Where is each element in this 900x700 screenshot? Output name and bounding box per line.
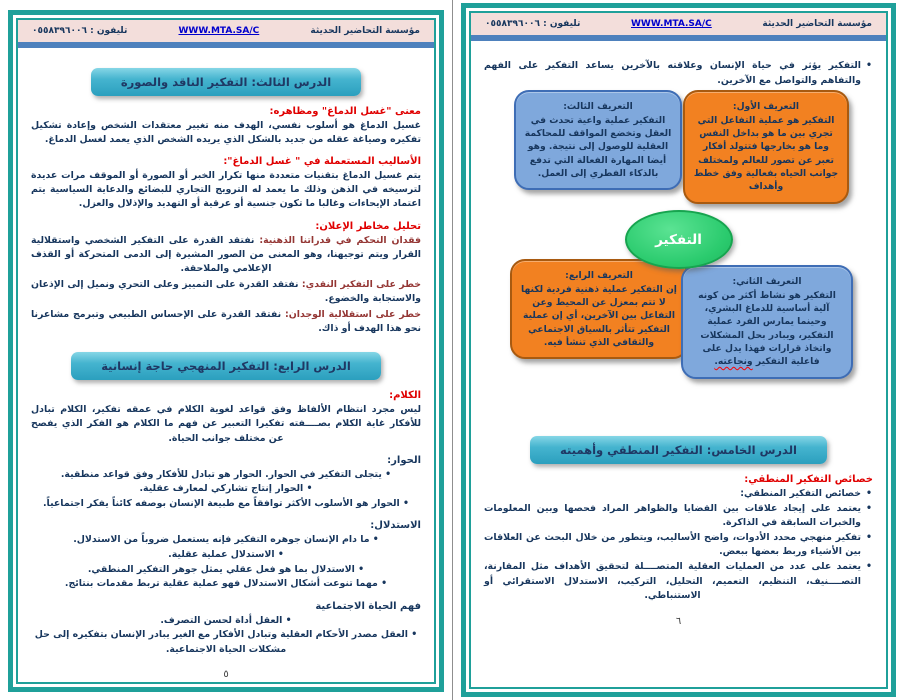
definition-4-text: إن التفكير عملية ذهنية فردية لكنها لا تتم بمعزل عن المحيط وعن التفاعل بين الآخرين، أي إن عملية التفكير تتأثر بالسياق الاجتماعي والثقافي الذي تنشأ فيه. bbox=[521, 283, 677, 348]
heading-brainwash-meaning: معنى "غسل الدماغ" ومظاهره: bbox=[269, 106, 421, 117]
definition-3-text: التفكير عملية واعية تحدث في العقل وتخضع المواقف للمحاكمة العقلية للوصول إلى نتيجة. وهو أيضا المهارة الفعالة التي تدفع بالذكاء الفطري إلى العمل. bbox=[524, 114, 672, 179]
inference-bullet-4: • مهما تنوعت أشكال الاستدلال فهو عملية عقلية تربط مقدمات بنتائج. bbox=[31, 577, 421, 592]
page-gap-divider bbox=[452, 0, 453, 700]
heading-brainwash-methods: الأساليب المستعملة في " غسل الدماغ": bbox=[223, 156, 421, 168]
org-name: مؤسسة التحاضير الحديثة bbox=[762, 19, 872, 29]
risk-item-2-text: نفتقد القدرة على التمييز وعلى التحري ونميل إلى الإذعان والاستجابة والخضوع. bbox=[31, 278, 421, 304]
paragraph-speech: ليس مجرد انتظام الألفاظ وفق قواعد لغوية الكلام في عمقه تفكير، الكلام تبادل للأفكار غاية الكلام بصــــفته تفكيرا التعبير عن فهم ما الكلام هو الفكر الذي يفصح عن مختلف جوانب الحياة. bbox=[31, 404, 421, 444]
thinking-definitions-diagram bbox=[484, 90, 873, 420]
page-6 bbox=[461, 3, 896, 697]
risk-item-1 bbox=[31, 234, 421, 276]
heading-ad-risks: تحليل مخاطر الإعلان: bbox=[315, 220, 421, 232]
page-5-content bbox=[18, 48, 434, 680]
definition-2-box bbox=[681, 265, 853, 378]
heading-speech: الكلام: bbox=[389, 390, 421, 402]
dialogue-bullet-2: • الحوار إنتاج تشاركي لمعارف عقلية. bbox=[31, 482, 421, 497]
definition-3-box bbox=[514, 90, 682, 190]
inference-bullet-2: • الاستدلال عملية عقلية. bbox=[31, 548, 421, 563]
phone-number: تليفون : ٠٥٥٨٣٩٦٠٠٦ bbox=[32, 26, 128, 36]
heading-dialogue: الحوار: bbox=[387, 454, 421, 466]
definition-2-title: التعريف الثاني: bbox=[732, 276, 802, 288]
thinking-oval: التفكير bbox=[625, 210, 733, 269]
heading-inference: الاستدلال: bbox=[370, 520, 421, 532]
logical-bullet-4: • يعتمد على عدد من العمليات العقلية المتصــــلة لتحقيق الأهداف مثل المقارنة، التصــــنيف، التنظيم، التعميم، التحليل، التركيب، الاستدلال الاستقرائي أو الاستنباطي. bbox=[484, 560, 873, 604]
page-number-6: ٦ bbox=[675, 615, 682, 627]
definition-1-text: التفكير هو عملية التفاعل التي تجري بين ما هو بداخل النفس وما هو بخارجها فتتولد أفكار تعبر عن تصور للعالم ولمختلف جوانب الحياه بفعالية وفق خطط وأهداف bbox=[693, 114, 839, 193]
social-bullet-2: • العقل مصدر الأحكام العقلية وتبادل الأفكار مع الغير يبادر الإنسان بتفكيره إلى حل مشكلات الحياة الاجتماعية. bbox=[31, 628, 421, 657]
page-5 bbox=[8, 10, 444, 692]
definition-4-box bbox=[510, 259, 688, 359]
definition-3-title: التعريف الثالث: bbox=[563, 101, 633, 113]
risk-item-2-label: خطر على التفكير النقدي: bbox=[301, 278, 421, 290]
risk-item-1-text: نفتقد القدرة على التفكير الشخصي واستقلالية القرار ويتم توجيهنا، وهو المعنى من الصور المشيرة إلى الدمى المتحركة أو القذف الإعلامي والملاحقة. bbox=[31, 234, 421, 274]
definition-2-text: التفكير هو نشاط أكثر من كونه آلية أساسية للدماغ البشري، وحينما يمارس الفرد عملية التفكير، ويبادر بحل المشكلات واتخاذ قرارات فهذا يدل على فاعلية التفكير bbox=[698, 289, 836, 368]
social-bullet-1: • العقل أداة لحسن التصرف. bbox=[31, 614, 421, 629]
definition-1-title: التعريف الأول: bbox=[732, 101, 800, 113]
risk-item-2 bbox=[31, 278, 421, 306]
logical-bullet-2: • يعتمد على إيجاد علاقات بين القضايا والظواهر المراد فحصها وبين المعلومات والخبرات السابقة في الذاكرة. bbox=[484, 502, 873, 531]
risk-item-3 bbox=[31, 308, 421, 336]
heading-social-life: فهم الحياة الاجتماعية bbox=[315, 600, 421, 612]
definition-2-misspelled-word: ونجاعته. bbox=[714, 356, 753, 368]
page-6-frame bbox=[469, 11, 888, 689]
inference-bullet-3: • الاستدلال بما هو فعل عقلي يمثل جوهر التفكير المنطقي. bbox=[31, 563, 421, 578]
website-link[interactable]: WWW.MTA.SA/C bbox=[178, 26, 260, 36]
dialogue-bullet-3: • الحوار هو الأسلوب الأكثر توافقاً مع طبيعة الإنسان بوصفه كائناً يفكر اجتماعياً. bbox=[31, 497, 421, 512]
lesson-4-banner: الدرس الرابع: التفكير المنهجي حاجة إنسانية bbox=[71, 352, 381, 380]
thinking-intro-bullet: • التفكير يؤثر في حياة الإنسان وعلاقته بالآخرين يساعد التفكير على الفهم والتفاهم والتواصل مع الآخرين. bbox=[484, 59, 873, 88]
definition-4-title: التعريف الرابع: bbox=[565, 270, 633, 282]
org-name: مؤسسة التحاضير الحديثة bbox=[310, 26, 420, 36]
risk-item-1-label: فقدان التحكم في قدراتنا الذهنية: bbox=[259, 234, 422, 246]
page-number-5: ٥ bbox=[223, 669, 229, 681]
dialogue-bullet-1: • يتجلى التفكير في الحوار. الحوار هو تبادل للأفكار وفق قواعد منطقية. bbox=[31, 468, 421, 483]
page-6-content bbox=[471, 41, 886, 627]
website-link[interactable]: WWW.MTA.SA/C bbox=[631, 19, 712, 29]
heading-logical-thinking: خصائص التفكير المنطقي: bbox=[744, 474, 873, 486]
page-header bbox=[18, 20, 434, 42]
risk-item-3-label: خطر على استقلالية الوجدان: bbox=[284, 309, 421, 321]
definition-1-box bbox=[683, 90, 849, 203]
inference-bullet-1: • ما دام الإنسان جوهره التفكير فإنه يستعمل ضروباً من الاستدلال. bbox=[31, 533, 421, 548]
phone-number: تليفون : ٠٥٥٨٣٩٦٠٠٦ bbox=[485, 19, 581, 29]
page-header bbox=[471, 13, 886, 35]
page-5-frame bbox=[16, 18, 436, 684]
paragraph-brainwash-methods: يتم غسيل الدماغ بتقنيات متعددة منها تكرار الخبر أو الصورة أو الموقف مرات عديدة لترسيخه في الذهن وذلك ما يعمد له الترويج التجاري للبضائع والدعاية السياسية يتم اعتماد الإيحاءات وغالبا ما تكون جنسية أو عرقية أو التهديد والإذلال والعزل. bbox=[31, 170, 421, 210]
paragraph-brainwash-meaning: غسيل الدماغ هو أسلوب نفسي، الهدف منه تغيير معتقدات الشخص وإعادة تشكيل تفكيره وصياغة عقله من جديد بالشكل الذي يريده الشخص الذي يعمد لغسل الدماغ. bbox=[31, 120, 421, 146]
lesson-3-banner: الدرس الثالث: التفكير الناقد والصورة bbox=[91, 68, 361, 96]
lesson-5-banner: الدرس الخامس: التفكير المنطقي وأهميته bbox=[530, 436, 827, 464]
logical-bullet-3: • تفكير منهجي محدد الأدوات، واضح الأساليب، ويتطور من خلال البحث عن العلاقات بين الأشياء وربط بعضها ببعض. bbox=[484, 531, 873, 560]
risk-item-3-text: نفتقد القدرة على الإحساس الطبيعي وتبرمج مشاعرنا نحو هذا الهدف أو ذاك. bbox=[31, 309, 421, 335]
logical-bullet-1: • خصائص التفكير المنطقي: bbox=[484, 487, 873, 502]
